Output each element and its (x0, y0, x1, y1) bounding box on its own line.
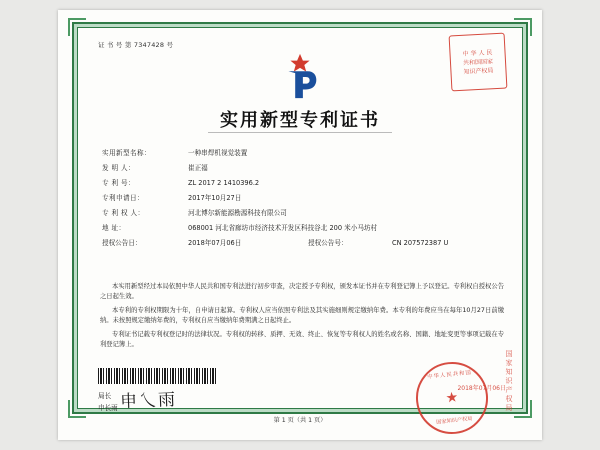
page-title: 实用新型专利证书 (220, 110, 380, 131)
field-label: 地 址： (102, 224, 126, 232)
grant-row (102, 238, 502, 249)
top-stamp-line-3: 知识产权局 (463, 66, 494, 76)
grant-number-label: 授权公告号： (308, 239, 348, 247)
seal-star-icon: ★ (444, 389, 460, 407)
field-value: 崔正福 (188, 164, 208, 172)
field-row (102, 178, 502, 189)
body-paragraph: 本专利的专利权期限为十年，自申请日起算。专利权人应当依照专利法及其实施细则规定缴纳年费。本专利的年费应当在每年10月27日前缴纳。未按照规定缴纳年费的，专利权自应当缴纳年费期满之日起终止。 (100, 307, 504, 324)
grant-date-value: 2018年07月06日 (188, 239, 242, 247)
certificate-page (58, 10, 542, 440)
field-value: 一种串焊机视觉装置 (188, 149, 248, 157)
grant-number-value: CN 207572387 U (392, 239, 449, 247)
corner-ornament-top-right (514, 18, 532, 36)
field-label: 专利申请日： (102, 194, 144, 202)
director-label: 局长 (98, 392, 112, 400)
barcode (98, 368, 218, 384)
top-right-stamp (449, 33, 508, 92)
field-value: 河北博尔新能源勘源科技有限公司 (188, 209, 287, 217)
field-value: ZL 2017 2 1410396.2 (188, 179, 260, 187)
field-row (102, 208, 502, 219)
seal-date-stamp: 2018年07月06日 (457, 385, 506, 392)
grant-date-label: 授权公告日： (102, 239, 142, 247)
page-footer: 第 1 页（共 1 页） (273, 417, 327, 424)
field-row (102, 163, 502, 174)
field-list (102, 148, 502, 253)
field-value: 068001 河北省廊坊市经济技术开发区科技谷北 200 米小马坊村 (188, 224, 378, 232)
field-label: 发 明 人： (102, 164, 135, 172)
title-divider (208, 132, 392, 133)
field-row (102, 193, 502, 204)
body-paragraph: 本实用新型经过本局依照中华人民共和国专利法进行初步审查，决定授予专利权，颁发本证书并在专利登记簿上予以登记。专利权自授权公告之日起生效。 (100, 283, 504, 300)
body-paragraph: 专利证书记载专利权登记时的法律状况。专利权的转移、质押、无效、终止、恢复等专利权人的姓名或名称、国籍、地址变更等事项记载在专利登记簿上。 (100, 331, 504, 348)
seal-bottom-text: 国家知识产权局 (436, 415, 473, 426)
patent-office-emblem-icon (271, 52, 329, 100)
field-label: 实用新型名称： (102, 149, 151, 157)
director-name: 申长雨 (98, 404, 118, 412)
field-value: 2017年10月27日 (188, 194, 242, 202)
handwritten-signature: 申乀雨 (119, 390, 178, 412)
corner-ornament-top-left (68, 18, 86, 36)
field-label: 专 利 号： (102, 179, 135, 187)
body-text (100, 282, 504, 355)
seal-top-text: 中华人民共和国 (427, 369, 473, 381)
field-row (102, 223, 502, 234)
side-seal-text: 国家知识产权局 (505, 350, 513, 413)
top-stamp-line-1: 中 华 人 民 (462, 48, 493, 58)
field-row (102, 148, 502, 159)
field-label: 专 利 权 人： (102, 209, 145, 217)
certificate-number: 证 书 号 第 7347428 号 (98, 41, 174, 49)
top-stamp-line-2: 共和国国家 (462, 57, 494, 67)
